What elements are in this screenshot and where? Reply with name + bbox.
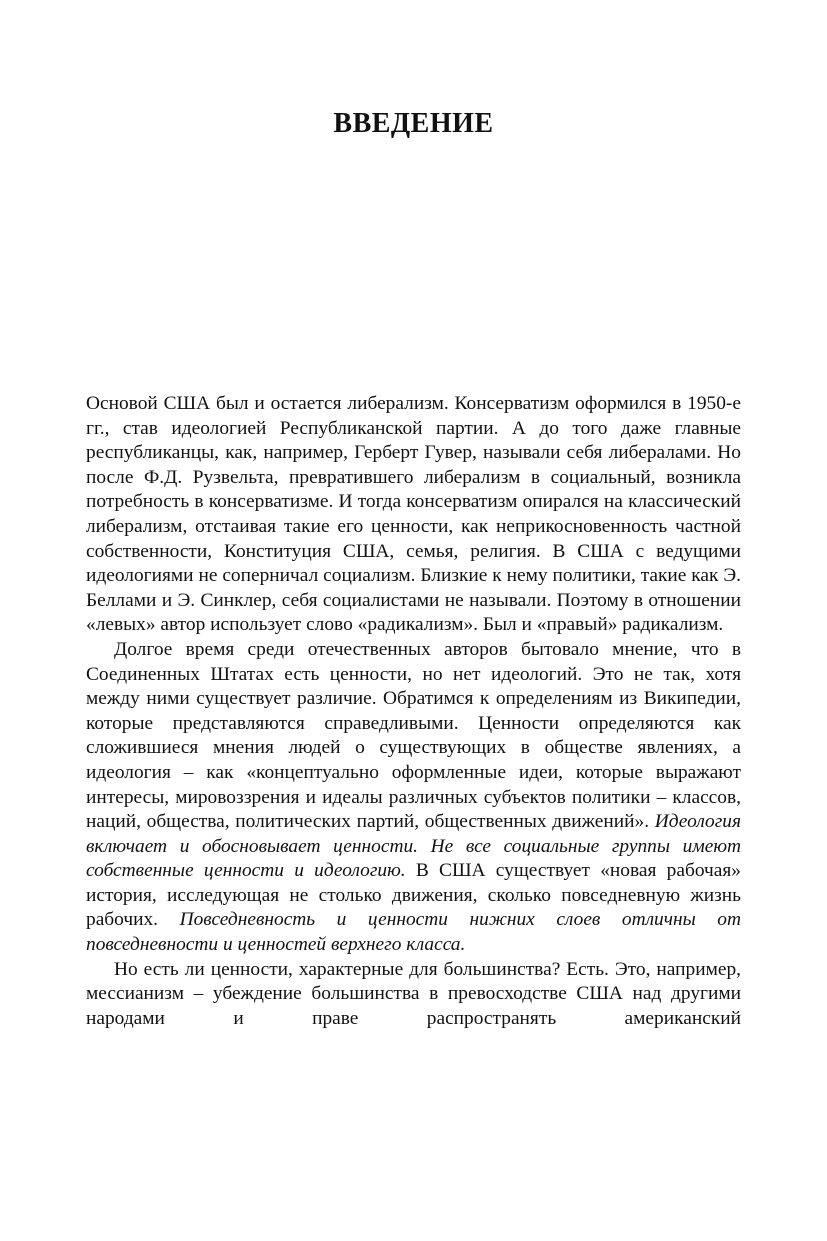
paragraph-3 xyxy=(86,958,741,1032)
chapter-title: ВВЕДЕНИЕ xyxy=(333,108,494,139)
paragraph-1-text: Основой США был и остается либерализм. Консерватизм оформился в 1950-е гг., став идеологией Республиканской партии. А до того даже главные республиканцы, как, например, Герберт Гувер, называли себя либералами. Но после Ф.Д. Рузвельта, превратившего либерализм в социальный, возникла потребность в консерватизме. И тогда консерватизм опирался на классический либерализм, отстаивая такие его ценности, как неприкосновенность частной собственности, Конституция США, семья, религия. В США с ведущими идеологиями не соперничал социализм. Близкие к нему политики, такие как Э. Беллами и Э. Синклер, себя социалистами не называли. Поэтому в отношении «левых» автор использует слово «радикализм». Был и «правый» радикализм. xyxy=(86,393,741,636)
paragraph-3-text: Но есть ли ценности, характерные для большинства? Есть. Это, например, мессианизм – убеждение большинства в превосходстве США над другими народами и праве распространять американский xyxy=(86,958,741,1029)
paragraph-2-italic-1: Идеология включает и обосновывает ценности. Не все социальные группы имеют собственные ценности и идеологию. xyxy=(86,811,741,882)
paragraph-2-text: Долгое время среди отечественных авторов бытовало мнение, что в Соединенных Штатах есть ценности, но нет идеологий. Это не так, хотя между ними существует различие. Обратимся к определениям из Википедии, которые представляются справедливыми. Ценности определяются как сложившиеся мнения людей о существующих в обществе явлениях, а идеология – как «концептуально оформленные идеи, которые выражают интересы, мировоззрения и идеалы различных субъектов политики – классов, наций, общества, политических партий, общественных движений». xyxy=(86,638,741,833)
paragraph-1 xyxy=(86,392,741,638)
body-text xyxy=(86,392,741,1031)
paragraph-2-italic-2: Повседневность и ценности нижних слоев отличны от повседневности и ценностей верхнего класса. xyxy=(86,909,741,956)
paragraph-2-text-2: В США существует «новая рабочая» история, исследующая не столько движения, сколько повседневную жизнь рабочих. xyxy=(86,860,742,931)
paragraph-2 xyxy=(86,638,741,958)
